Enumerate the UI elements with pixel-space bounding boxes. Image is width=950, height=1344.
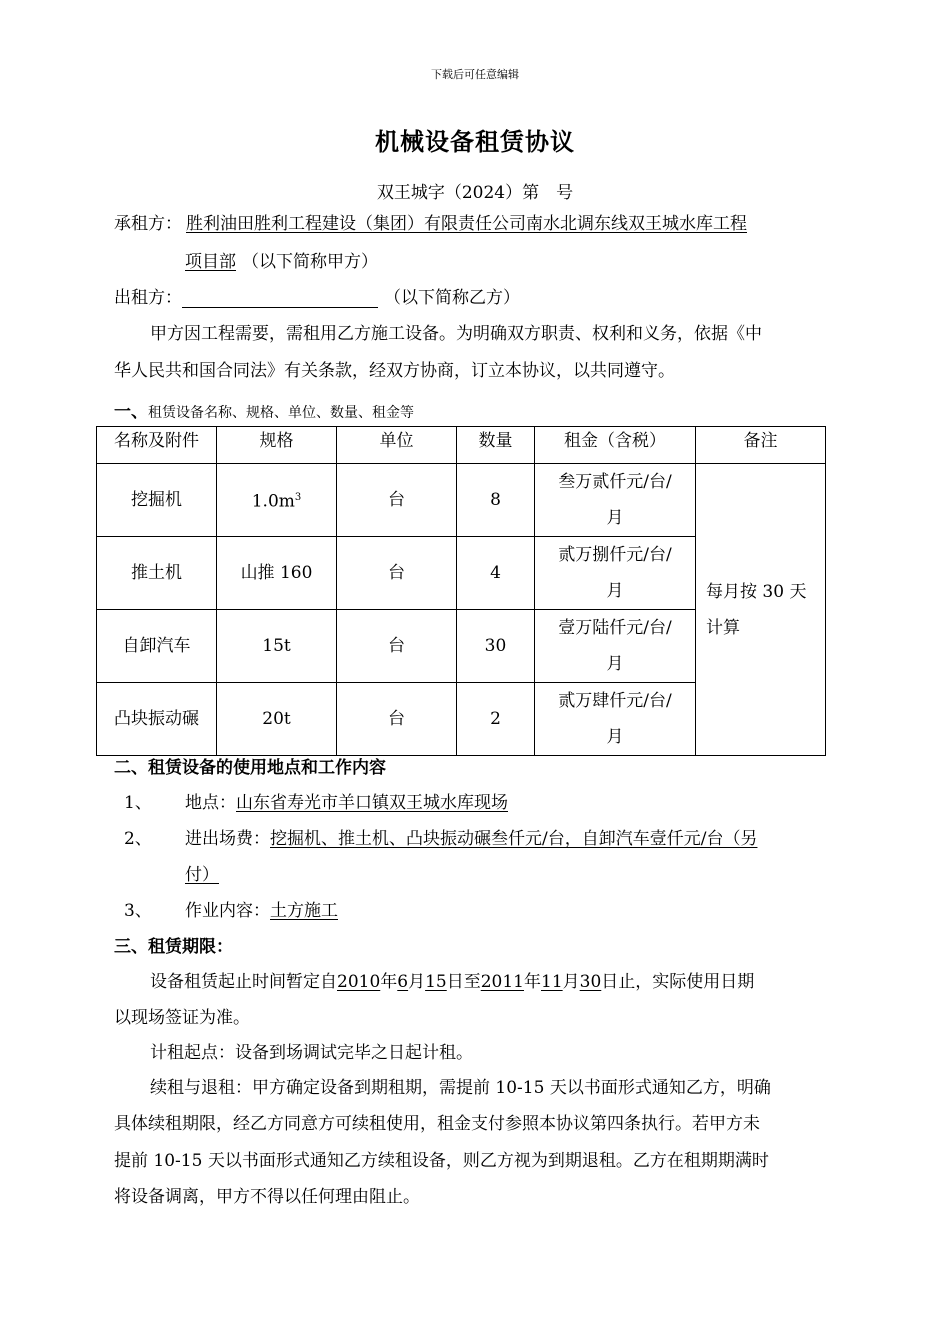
item-3-line <box>185 901 424 921</box>
equipment-spec: 15t <box>217 610 337 683</box>
equipment-spec: 山推 160 <box>217 537 337 610</box>
lessee-line-2 <box>185 252 378 272</box>
renewal-line-4: 将设备调离，甲方不得以任何理由阻止。 <box>114 1187 420 1207</box>
item-2-number: 2、 <box>124 829 152 849</box>
lessor-blank <box>182 289 378 308</box>
section-3-heading: 三、租赁期限： <box>114 937 233 957</box>
lessee-name-line2: 项目部 <box>185 252 236 272</box>
item-3-value: 土方施工 <box>270 901 338 921</box>
item-1-line <box>185 793 508 813</box>
end-day: 30 <box>579 972 602 992</box>
equipment-unit: 台 <box>337 683 457 756</box>
period-line-1: 设备租赁起止时间暂定自2010年6月15日至2011年11月30日止，实际使用日期 <box>150 972 755 992</box>
table-note: 每月按 30 天 计算 <box>696 464 826 756</box>
start-month: 6 <box>397 972 409 992</box>
equipment-unit: 台 <box>337 610 457 683</box>
start-year: 2010 <box>337 972 381 992</box>
equipment-rent: 壹万陆仟元/台/ 月 <box>535 610 696 683</box>
table-header-cell: 规格 <box>217 427 337 464</box>
item-2-value-line2: 付） <box>185 865 219 885</box>
item-1-label: 地点： <box>185 793 236 813</box>
equipment-unit: 台 <box>337 464 457 537</box>
period-line-2: 以现场签证为准。 <box>114 1008 250 1028</box>
table-header-cell: 单位 <box>337 427 457 464</box>
item-1-value: 山东省寿光市羊口镇双王城水库现场 <box>236 793 508 813</box>
renewal-line-1: 续租与退租：甲方确定设备到期租期，需提前 10-15 天以书面形式通知乙方，明确 <box>150 1078 771 1098</box>
lessee-line-1 <box>114 214 747 234</box>
equipment-spec: 20t <box>217 683 337 756</box>
item-2-line <box>185 829 757 849</box>
table-header-row <box>97 427 826 464</box>
section-1-number: 一、 <box>114 402 148 422</box>
lessor-label: 出租方： <box>114 288 182 308</box>
rent-start-point: 计租起点：设备到场调试完毕之日起计租。 <box>150 1043 473 1063</box>
equipment-spec: $1.0m^3$ <box>217 464 337 537</box>
section-1-heading <box>114 397 414 422</box>
page-title: 机械设备租赁协议 <box>375 127 575 156</box>
start-day: 15 <box>425 972 447 992</box>
equipment-rent: 贰万捌仟元/台/ 月 <box>535 537 696 610</box>
renewal-line-3: 提前 10-15 天以书面形式通知乙方续租设备，则乙方视为到期退租。乙方在租期期满时 <box>114 1151 769 1171</box>
item-3-label: 作业内容： <box>185 901 270 921</box>
table-row <box>97 464 826 537</box>
equipment-name: 推土机 <box>97 537 217 610</box>
lessee-name-line1: 胜利油田胜利工程建设（集团）有限责任公司南水北调东线双王城水库工程 <box>186 214 747 234</box>
lessor-suffix: （以下简称乙方） <box>384 288 520 308</box>
renewal-line-2: 具体续租期限，经乙方同意方可续租使用，租金支付参照本协议第四条执行。若甲方未 <box>114 1114 760 1134</box>
end-year: 2011 <box>480 972 524 992</box>
end-month: 11 <box>541 972 563 992</box>
item-3-number: 3、 <box>124 901 152 921</box>
equipment-table <box>96 426 826 756</box>
section-1-text: 租赁设备名称、规格、单位、数量、租金等 <box>148 405 414 421</box>
equipment-rent: 贰万肆仟元/台/ 月 <box>535 683 696 756</box>
equipment-qty: 4 <box>457 537 535 610</box>
equipment-name: 挖掘机 <box>97 464 217 537</box>
section-2-heading: 二、租赁设备的使用地点和工作内容 <box>114 758 386 778</box>
intro-line-2: 华人民共和国合同法》有关条款，经双方协商，订立本协议，以共同遵守。 <box>114 361 675 381</box>
equipment-qty: 2 <box>457 683 535 756</box>
item-2-label: 进出场费： <box>185 829 270 849</box>
table-header-cell: 租金（含税） <box>535 427 696 464</box>
table-header-cell: 备注 <box>696 427 826 464</box>
lessee-suffix: （以下简称甲方） <box>242 252 378 272</box>
equipment-name: 自卸汽车 <box>97 610 217 683</box>
download-note: 下载后可任意编辑 <box>431 68 519 81</box>
equipment-qty: 30 <box>457 610 535 683</box>
table-header-cell: 数量 <box>457 427 535 464</box>
equipment-name: 凸块振动碾 <box>97 683 217 756</box>
lessor-line <box>114 288 520 308</box>
equipment-unit: 台 <box>337 537 457 610</box>
table-header-cell: 名称及附件 <box>97 427 217 464</box>
equipment-qty: 8 <box>457 464 535 537</box>
item-2-value-line1: 挖掘机、推土机、凸块振动碾叁仟元/台，自卸汽车壹仟元/台（另 <box>270 829 758 849</box>
lessee-label: 承租方： <box>114 214 182 234</box>
document-number: 双王城字（2024）第 号 <box>376 183 574 203</box>
item-1-number: 1、 <box>124 793 152 813</box>
equipment-rent: 叁万贰仟元/台/ 月 <box>535 464 696 537</box>
item-2-line-2 <box>185 865 231 885</box>
intro-line-1: 甲方因工程需要，需租用乙方施工设备。为明确双方职责、权利和义务，依据《中 <box>150 324 762 344</box>
